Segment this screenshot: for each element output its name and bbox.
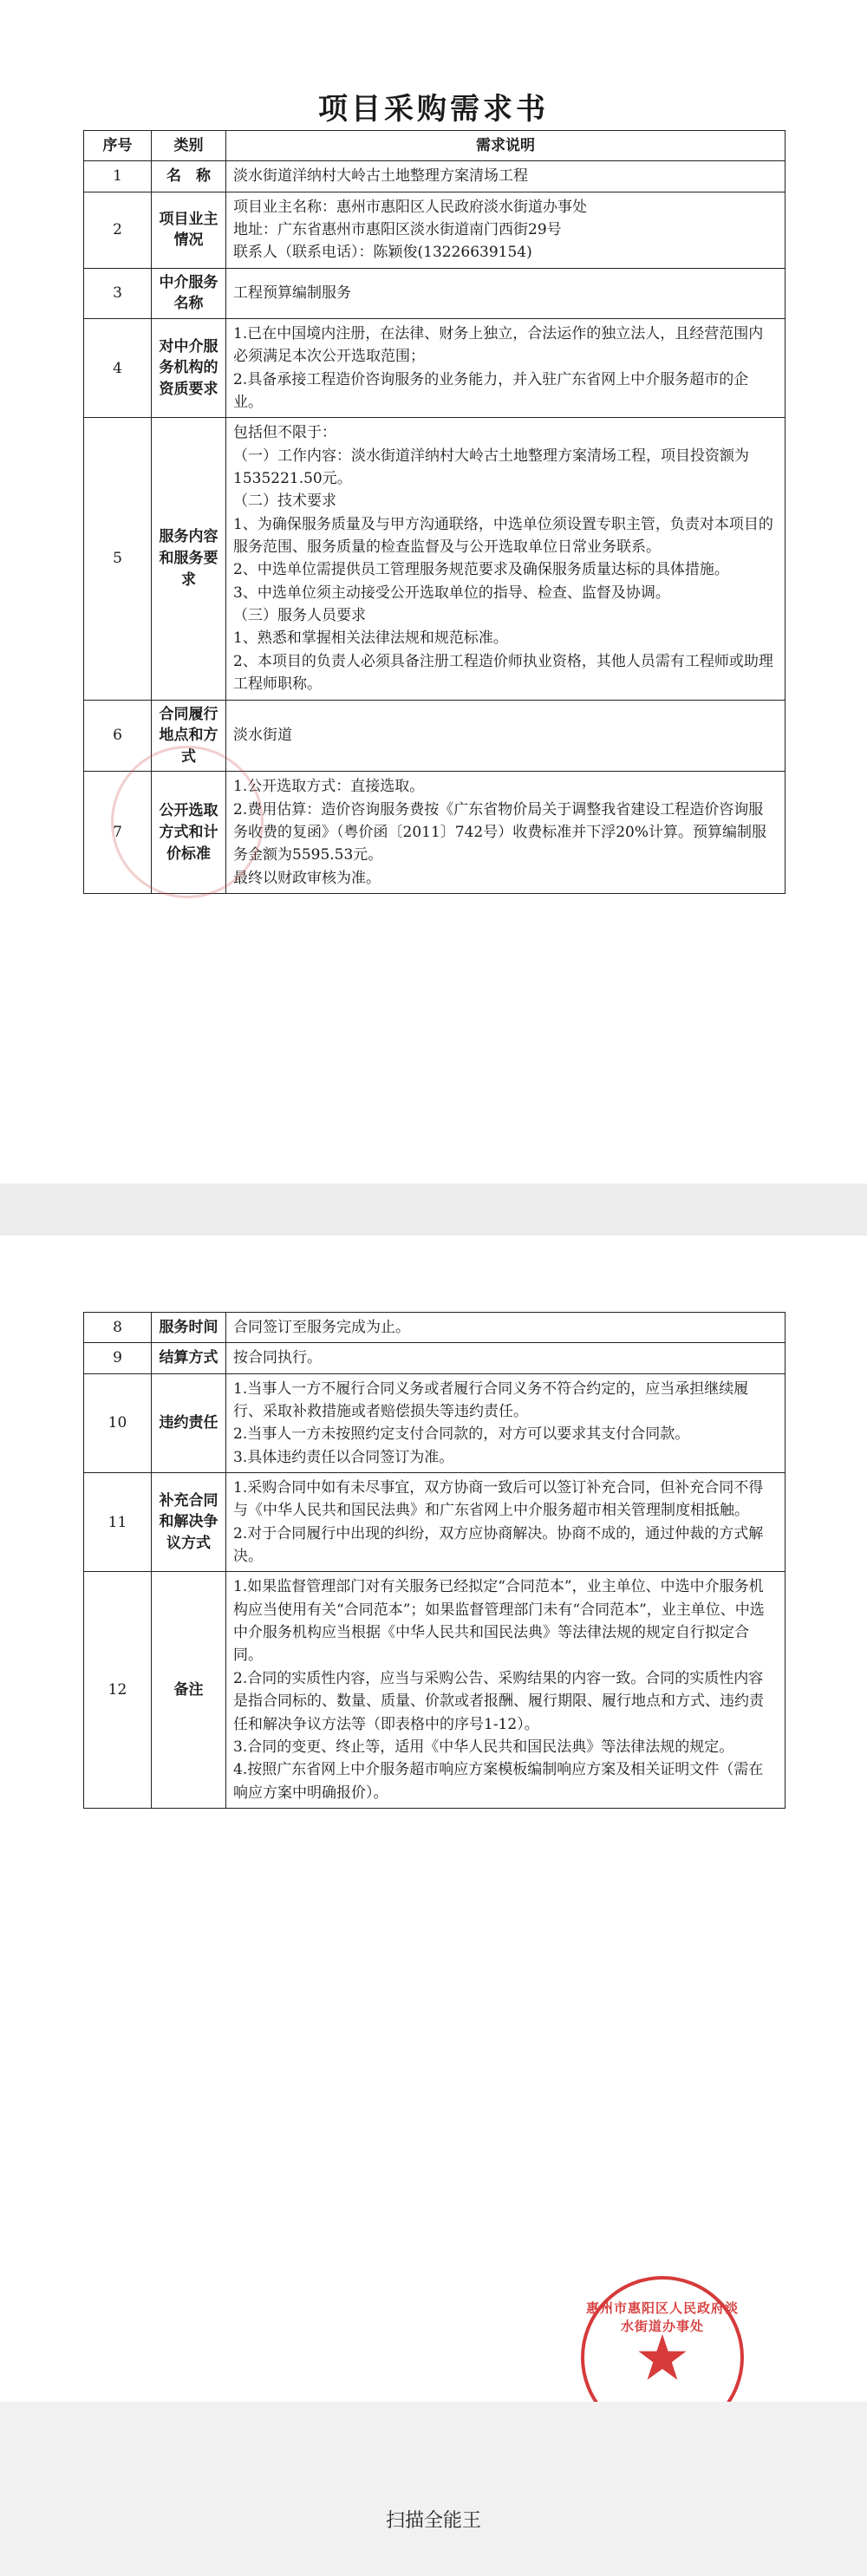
document-title: 项目采购需求书 bbox=[318, 92, 549, 127]
row-category: 中介服务名称 bbox=[152, 268, 226, 318]
table-row bbox=[84, 268, 786, 318]
requirements-table-part-2 bbox=[83, 1312, 786, 1809]
description-line: 合同签订至服务完成为止。 bbox=[233, 1319, 410, 1336]
table-header-row bbox=[84, 131, 786, 161]
description-line: 3、中选单位须主动接受公开选取单位的指导、检查、监督及协调。 bbox=[233, 584, 670, 602]
description-line: 1.如果监督管理部门对有关服务已经拟定“合同范本”，业主单位、中选中介服务机构应当使用有关“合同范本”；如果监督管理部门未有“合同范本”，业主单位、中选中介服务机构应当根据《中华人民共和国民法典》等法律法规的规定自行拟定合同。 bbox=[233, 1578, 765, 1665]
row-category: 公开选取方式和计价标准 bbox=[152, 772, 226, 894]
row-category: 服务时间 bbox=[152, 1313, 226, 1343]
description-line: （二）技术要求 bbox=[233, 492, 336, 511]
description-line: 1.当事人一方不履行合同义务或者履行合同义务不符合约定的，应当承担继续履行、采取补救措施或者赔偿损失等违约责任。 bbox=[233, 1379, 749, 1421]
description-line: 3.具体违约责任以合同签订为准。 bbox=[233, 1448, 454, 1466]
row-number: 7 bbox=[84, 772, 152, 894]
faded-seal-stamp bbox=[111, 746, 264, 898]
description-line: 淡水街道洋纳村大岭古土地整理方案清场工程 bbox=[233, 167, 528, 186]
row-number: 9 bbox=[84, 1343, 152, 1373]
description-line: 1、熟悉和掌握相关法律法规和规范标准。 bbox=[233, 629, 508, 648]
row-category: 备注 bbox=[152, 1572, 226, 1808]
description-line: 淡水街道 bbox=[233, 727, 292, 745]
table-row bbox=[84, 1373, 786, 1472]
description-line: 2.对于合同履行中出现的纠纷，双方应协商解决。协商不成的，通过仲裁的方式解决。 bbox=[233, 1524, 764, 1566]
description-line: 联系人（联系电话）：陈颖俊(13226639154) bbox=[233, 244, 532, 262]
row-description bbox=[226, 161, 786, 192]
description-line: （一）工作内容：淡水街道洋纳村大岭古土地整理方案清场工程，项目投资额为1535221.50元。 bbox=[233, 447, 749, 488]
header-description: 需求说明 bbox=[226, 131, 786, 161]
row-description bbox=[226, 268, 786, 318]
row-description bbox=[226, 1313, 786, 1343]
row-description bbox=[226, 418, 786, 700]
page-1 bbox=[0, 0, 867, 1184]
table-row bbox=[84, 1313, 786, 1343]
row-number: 1 bbox=[84, 161, 152, 192]
description-line: 2、中选单位需提供员工管理服务规范要求及确保服务质量达标的具体措施。 bbox=[233, 561, 729, 579]
row-category: 违约责任 bbox=[152, 1373, 226, 1472]
row-description bbox=[226, 772, 786, 894]
description-line: 2.合同的实质性内容，应当与采购公告、采购结果的内容一致。合同的实质性内容是指合同标的、数量、质量、价款或者报酬、履行期限、履行地点和方式、违约责任和解决争议方法等（即表格中的序号1-12）。 bbox=[233, 1669, 764, 1733]
scanner-app-label: 扫描全能王 bbox=[385, 2510, 481, 2532]
description-line: 2.当事人一方未按照约定支付合同款的，对方可以要求其支付合同款。 bbox=[233, 1425, 690, 1444]
description-line: 2.费用估算：造价咨询服务费按《广东省物价局关于调整我省建设工程造价咨询服务收费的复函》（粤价函〔2011〕742号）收费标准并下浮20%计算。预算编制服务金额为5595.53元。 bbox=[233, 800, 766, 864]
row-category: 补充合同和解决争议方式 bbox=[152, 1473, 226, 1572]
description-line: 按合同执行。 bbox=[233, 1349, 322, 1367]
seal-star-icon bbox=[636, 2331, 688, 2384]
table-row bbox=[84, 1473, 786, 1572]
row-number: 3 bbox=[84, 268, 152, 318]
row-number: 12 bbox=[84, 1572, 152, 1808]
description-line: 1.公开选取方式：直接选取。 bbox=[233, 778, 425, 796]
description-line: 1.采购合同中如有未尽事宜，双方协商一致后可以签订补充合同，但补充合同不得与《中华人民共和国民法典》和广东省网上中介服务超市相关管理制度相抵触。 bbox=[233, 1479, 764, 1520]
row-number: 8 bbox=[84, 1313, 152, 1343]
page-2 bbox=[0, 1236, 867, 2402]
row-description bbox=[226, 1473, 786, 1572]
row-description bbox=[226, 192, 786, 268]
row-number: 4 bbox=[84, 319, 152, 418]
table-row bbox=[84, 192, 786, 268]
description-line: 1.已在中国境内注册，在法律、财务上独立，合法运作的独立法人，且经营范围内必须满足本次公开选取范围； bbox=[233, 325, 764, 366]
table-row bbox=[84, 161, 786, 192]
row-number: 6 bbox=[84, 700, 152, 772]
description-line: 工程预算编制服务 bbox=[233, 284, 351, 303]
description-line: 1、为确保服务质量及与甲方沟通联络，中选单位须设置专职主管，负责对本项目的服务范围、服务质量的检查监督及与公开选取单位日常业务联系。 bbox=[233, 515, 773, 557]
row-category: 对中介服务机构的资质要求 bbox=[152, 319, 226, 418]
row-category: 项目业主情况 bbox=[152, 192, 226, 268]
row-category: 服务内容和服务要求 bbox=[152, 418, 226, 700]
row-description bbox=[226, 1572, 786, 1808]
table-row bbox=[84, 319, 786, 418]
row-category: 结算方式 bbox=[152, 1343, 226, 1373]
row-description bbox=[226, 700, 786, 772]
description-line: 包括但不限于： bbox=[233, 424, 336, 442]
row-number: 10 bbox=[84, 1373, 152, 1472]
header-category: 类别 bbox=[152, 131, 226, 161]
row-category: 合同履行地点和方式 bbox=[152, 700, 226, 772]
description-line: 地址：广东省惠州市惠阳区淡水街道南门西街29号 bbox=[233, 221, 562, 239]
row-description bbox=[226, 319, 786, 418]
description-line: 4.按照广东省网上中介服务超市响应方案模板编制响应方案及相关证明文件（需在响应方案中明确报价）。 bbox=[233, 1761, 764, 1802]
row-number: 11 bbox=[84, 1473, 152, 1572]
description-line: （三）服务人员要求 bbox=[233, 607, 366, 625]
row-description bbox=[226, 1343, 786, 1373]
table-row bbox=[84, 1572, 786, 1808]
scanner-footer bbox=[0, 2402, 867, 2576]
header-no: 序号 bbox=[84, 131, 152, 161]
description-line: 项目业主名称：惠州市惠阳区人民政府淡水街道办事处 bbox=[233, 198, 587, 216]
description-line: 最终以财政审核为准。 bbox=[233, 869, 381, 887]
seal-text: 惠州市惠阳区人民政府淡水街道办事处 bbox=[585, 2300, 739, 2334]
row-description bbox=[226, 1373, 786, 1472]
table-row bbox=[84, 418, 786, 700]
row-category: 名 称 bbox=[152, 161, 226, 192]
description-line: 2、本项目的负责人必须具备注册工程造价师执业资格，其他人员需有工程师或助理工程师职称。 bbox=[233, 652, 773, 694]
description-line: 3.合同的变更、终止等，适用《中华人民共和国民法典》等法律法规的规定。 bbox=[233, 1738, 734, 1756]
row-number: 2 bbox=[84, 192, 152, 268]
description-line: 2.具备承接工程造价咨询服务的业务能力，并入驻广东省网上中介服务超市的企业。 bbox=[233, 370, 749, 412]
row-number: 5 bbox=[84, 418, 152, 700]
table-row bbox=[84, 1343, 786, 1373]
